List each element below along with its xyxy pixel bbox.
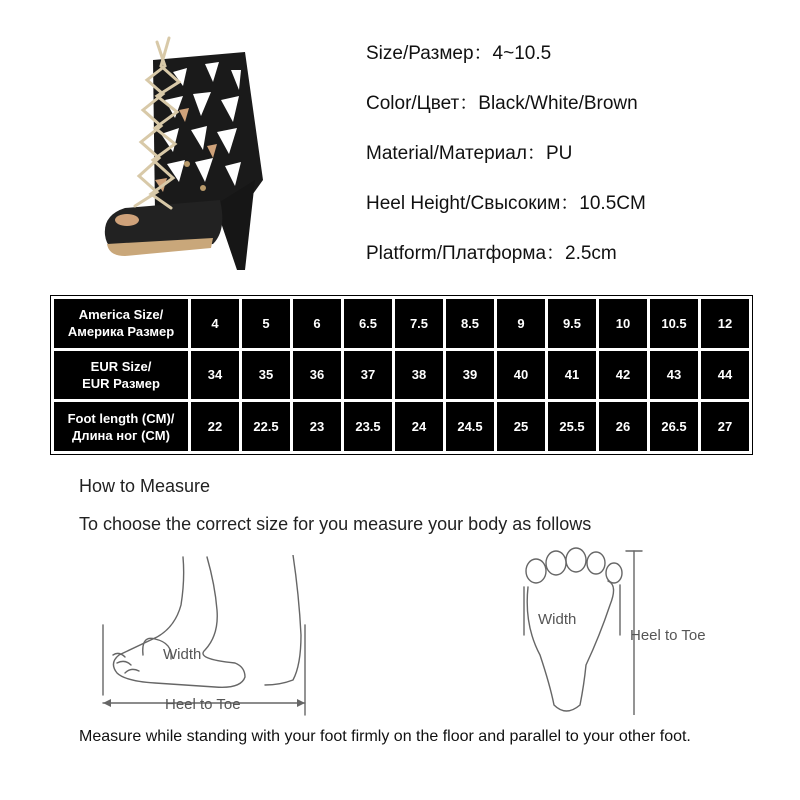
spec-color — [366, 94, 646, 144]
table-cell: 22 — [191, 402, 239, 451]
size-table — [50, 295, 753, 455]
measure-footer-note: Measure while standing with your foot firmly on the floor and parallel to your other foot. — [79, 728, 691, 745]
table-cell: 42 — [599, 351, 647, 400]
row-header-line: Foot length (CM)/ — [67, 410, 175, 426]
measure-subtitle: To choose the correct size for you measure your body as follows — [79, 514, 592, 534]
table-cell: 27 — [701, 402, 749, 451]
table-cell: 10 — [599, 299, 647, 348]
table-cell: 24 — [395, 402, 443, 451]
table-cell: 9 — [497, 299, 545, 348]
spec-size-value: 4~10.5 — [492, 43, 552, 64]
table-cell: 4 — [191, 299, 239, 348]
table-cell: 37 — [344, 351, 392, 400]
spec-list — [366, 44, 646, 294]
table-cell: 26.5 — [650, 402, 698, 451]
side-foot-outline — [113, 557, 245, 687]
spec-material-label: Material/Материал： — [366, 143, 546, 164]
table-cell: 36 — [293, 351, 341, 400]
table-cell: 8.5 — [446, 299, 494, 348]
table-cell: 26 — [599, 402, 647, 451]
row-header — [54, 351, 188, 400]
table-cell: 43 — [650, 351, 698, 400]
table-cell: 40 — [497, 351, 545, 400]
sole-foot-outline — [527, 581, 613, 711]
side-width-label: Width — [163, 646, 202, 663]
table-cell: 23.5 — [344, 402, 392, 451]
table-row-foot-length — [54, 402, 749, 451]
spec-material — [366, 144, 646, 194]
spec-material-value: PU — [545, 143, 573, 164]
table-cell: 25 — [497, 402, 545, 451]
spec-platform-value: 2.5cm — [565, 243, 617, 264]
table-cell: 25.5 — [548, 402, 596, 451]
side-length-label: Heel to Toe — [165, 696, 241, 713]
side-foot-diagram — [95, 555, 320, 725]
table-cell: 41 — [548, 351, 596, 400]
row-header-line: Америка Размер — [67, 324, 175, 340]
table-cell: 23 — [293, 402, 341, 451]
spec-size — [366, 44, 646, 94]
sole-width-label: Width — [538, 611, 577, 628]
table-cell: 24.5 — [446, 402, 494, 451]
table-cell: 5 — [242, 299, 290, 348]
table-row-america-size — [54, 299, 749, 348]
table-row-eur-size — [54, 351, 749, 400]
table-cell: 22.5 — [242, 402, 290, 451]
sole-length-label: Heel to Toe — [630, 627, 706, 644]
spec-heel-height-value: 10.5CM — [579, 193, 646, 214]
spec-heel-height-label: Heel Height/Свысоким： — [366, 193, 580, 214]
row-header — [54, 299, 188, 348]
spec-heel-height — [366, 194, 646, 244]
table-cell: 44 — [701, 351, 749, 400]
spec-color-label: Color/Цвет： — [366, 93, 479, 114]
row-header-line: EUR Size/ — [90, 358, 152, 374]
table-cell: 39 — [446, 351, 494, 400]
sole-foot-diagram — [510, 545, 750, 715]
spec-platform — [366, 244, 646, 294]
row-header — [54, 402, 188, 451]
table-cell: 10.5 — [650, 299, 698, 348]
table-cell: 6.5 — [344, 299, 392, 348]
row-header-line: EUR Размер — [82, 375, 160, 391]
row-header-line: America Size/ — [78, 307, 164, 323]
measure-title: How to Measure — [79, 476, 211, 496]
table-cell: 6 — [293, 299, 341, 348]
table-cell: 38 — [395, 351, 443, 400]
row-header-line: Длина ног (CM) — [72, 427, 170, 443]
table-cell: 35 — [242, 351, 290, 400]
table-cell: 12 — [701, 299, 749, 348]
table-cell: 34 — [191, 351, 239, 400]
spec-color-value: Black/White/Brown — [478, 93, 638, 114]
table-cell: 7.5 — [395, 299, 443, 348]
product-image — [95, 30, 295, 280]
spec-platform-label: Platform/Платформа： — [366, 243, 566, 264]
table-cell: 9.5 — [548, 299, 596, 348]
spec-size-label: Size/Размер： — [366, 43, 493, 64]
